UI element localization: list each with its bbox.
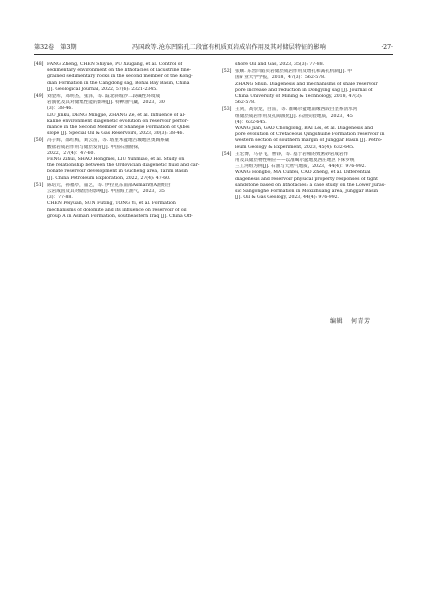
- reference-line: WANG Hongbo, MA Cunfei, CAO Zheng, et al. Differential: [235, 170, 371, 176]
- reference-entry: [222, 62, 398, 68]
- reference-line: [J]. Oil & Gas Geology, 2023, 44(4): 976-992.: [235, 195, 340, 201]
- reference-line: mechanisms of dolomite and its influence on reservoir of oil: [47, 207, 187, 213]
- reference-number: [53]: [222, 107, 232, 113]
- reference-number: [50]: [34, 138, 44, 144]
- reference-line: 王宏博，马存飞，曹铮，等. 基于岩相的致密砂岩成岩作: [235, 151, 349, 157]
- reference-line: [J]. Geological Journal, 2022, 57(6): 2321-2345.: [47, 86, 158, 92]
- reference-line: (4)：632-645.: [235, 119, 267, 125]
- editor-name: 何青芳: [351, 318, 371, 325]
- reference-number: [52]: [222, 69, 232, 75]
- reference-text: [47, 94, 210, 137]
- reference-line: 国矿业大学学报，2018，47(3)：562-578.: [235, 75, 326, 81]
- running-title: 冯国政等.沧东凹陷孔二段富有机质页岩成岩作用及其对储层特征的影响: [131, 44, 326, 51]
- reference-line: kaline environment diagenetic evolution on reservoir perfor-: [47, 118, 189, 124]
- reference-line: 2022，27(4)：47-60.: [47, 150, 95, 156]
- reference-number: [49]: [34, 94, 44, 100]
- reference-line: 刘金库，邓明杰，张泽，等. 歧北斜坡沙二段碱性环境成: [47, 94, 161, 100]
- reference-number: [48]: [34, 62, 44, 67]
- reference-line: pore evolution of Cretaceous Qingshuihe Formation reservoir in: [235, 132, 385, 138]
- reference-entry: [34, 183, 210, 220]
- reference-text: [235, 152, 398, 202]
- reference-entry: [34, 62, 210, 93]
- reference-line: 陈培元，孙福亭，董艺，等. 伊拉克东南部Asmari组A油组白: [47, 182, 171, 188]
- reference-text: [235, 69, 398, 106]
- reference-line: China University of Mining & Technology, 2018, 47(3):: [235, 94, 363, 100]
- reference-number: [54]: [222, 151, 232, 157]
- reference-line: sedimentary environment on the lithofacies of lacustrine fine-: [47, 68, 192, 74]
- reference-line: 组储层成岩作用及孔隙演化[J]. 石油实验地质，2023，45: [235, 113, 353, 119]
- reference-line: mance in the Second Member of Shahejie Formation of Qibei: [47, 125, 190, 131]
- reference-entry: [34, 138, 210, 181]
- reference-text: [235, 107, 398, 150]
- reference-text: [47, 138, 210, 181]
- reference-line: 酸盐岩成岩作用与储层发育[J]. 中国石油勘探，: [47, 144, 143, 150]
- reference-line: grained sedimentary rocks in the second member of the Kong-: [47, 74, 193, 80]
- reference-line: pore increase and reduction in Dongying sag [J]. Journal of: [235, 87, 373, 93]
- reference-number: [222, 62, 235, 68]
- reference-line: bonate reservoir development in Gucheng area, Tarim Basin: [47, 169, 188, 175]
- reference-number: [51]: [34, 182, 44, 188]
- reference-text: [235, 62, 398, 68]
- reference-line: FENG Zihui, SHAO Hongmei, LIU Yunmiao, et al. Study on: [47, 157, 185, 163]
- reference-line: dian Formation in the Cangdong sag, Bohai Bay Basin, China: [47, 80, 190, 86]
- reference-line: 三工河组为例[J]. 石油与天然气地质，2023，44(4)：976-992.: [235, 164, 367, 170]
- reference-line: (3)：38-46.: [47, 106, 73, 112]
- reference-line: diagenesis and reservoir physical property responses of tight: [235, 176, 378, 182]
- reference-entry: [34, 94, 210, 137]
- reference-line: WANG Jian, GAO Chonglong, BAI Lei, et al. Diagenesis and: [235, 126, 374, 132]
- editor-credit: [330, 316, 371, 325]
- reference-line: western section of southern margin of Junggar Basin [J]. Petro-: [235, 138, 383, 144]
- reference-column-left: [34, 62, 210, 221]
- reference-line: FANG Zheng, CHEN Shiyue, PU Xiugang, et al. Control of: [47, 62, 183, 67]
- reference-line: 张顺. 东营凹陷页岩储层成岩作用及增孔和减孔机制[J]. 中: [235, 69, 352, 75]
- reference-line: shore Oil and Gas, 2023, 35(3): 77-88.: [235, 62, 325, 67]
- page-number: ·27·: [381, 44, 393, 51]
- reference-line: sic Sangonghe Formation in Moxizhuang area, Junggar Basin: [235, 189, 379, 195]
- issue-label: 第3期: [60, 44, 77, 51]
- reference-line: 562-578.: [235, 100, 256, 106]
- reference-entry: [222, 152, 398, 202]
- reference-text: [47, 183, 210, 220]
- header-divider: [34, 54, 393, 55]
- reference-line: leum Geology & Experiment, 2023, 45(4): 632-645.: [235, 144, 355, 150]
- reference-text: [47, 62, 210, 93]
- reference-line: [J]. China Petroleum Exploration, 2022, 27(4): 47-60.: [47, 175, 171, 181]
- reference-line: group A in Asmari Formation, southeastern Iraq [J]. China Off-: [47, 213, 193, 219]
- editor-label: 编辑: [330, 318, 344, 325]
- running-header: [34, 39, 393, 51]
- reference-line: 用及其储层物性响应——以准噶尔盆地莫西庄地区下侏罗统: [235, 158, 355, 164]
- reference-line: the relationship between the Ordovician diagenetic fluid and car-: [47, 163, 200, 169]
- reference-line: sandstone based on lithofacies: a case study on the Lower Juras-: [235, 182, 386, 188]
- volume-label: 第32卷: [34, 44, 55, 51]
- reference-line: 岩演化及其对储集性能的影响[J]. 特种油气藏，2023，30: [47, 100, 165, 106]
- reference-line: ZHANG Shun. Diagenesis and mechanisms of shale reservoir: [235, 81, 378, 87]
- reference-line: 王剑，高崇龙，白雷，等. 准噶尔盆地南缘西段白垩系清水河: [235, 107, 358, 113]
- reference-line: LIU Jinku, DENG Mingjie, ZHANG Ze, et al. Influence of al-: [47, 112, 186, 118]
- reference-line: 云岩成因及其对储层的影响[J]. 中国海上油气，2023，35: [47, 189, 165, 195]
- reference-entry: [222, 69, 398, 106]
- reference-line: (3)：77-88.: [47, 195, 73, 201]
- reference-line: 冯子辉，邵红梅，刘云苗，等. 塔里木盆地古城地区奥陶系碳: [47, 138, 170, 144]
- reference-entry: [222, 107, 398, 150]
- reference-column-right: [222, 62, 398, 202]
- reference-line: CHEN Peiyuan, SUN Futing, TONG Yi, et al. Formation: [47, 201, 176, 207]
- reference-line: slope [J]. Special Oil & Gas Reservoirs, 2023, 30(3): 38-46.: [47, 131, 184, 137]
- journal-issue: [34, 42, 77, 51]
